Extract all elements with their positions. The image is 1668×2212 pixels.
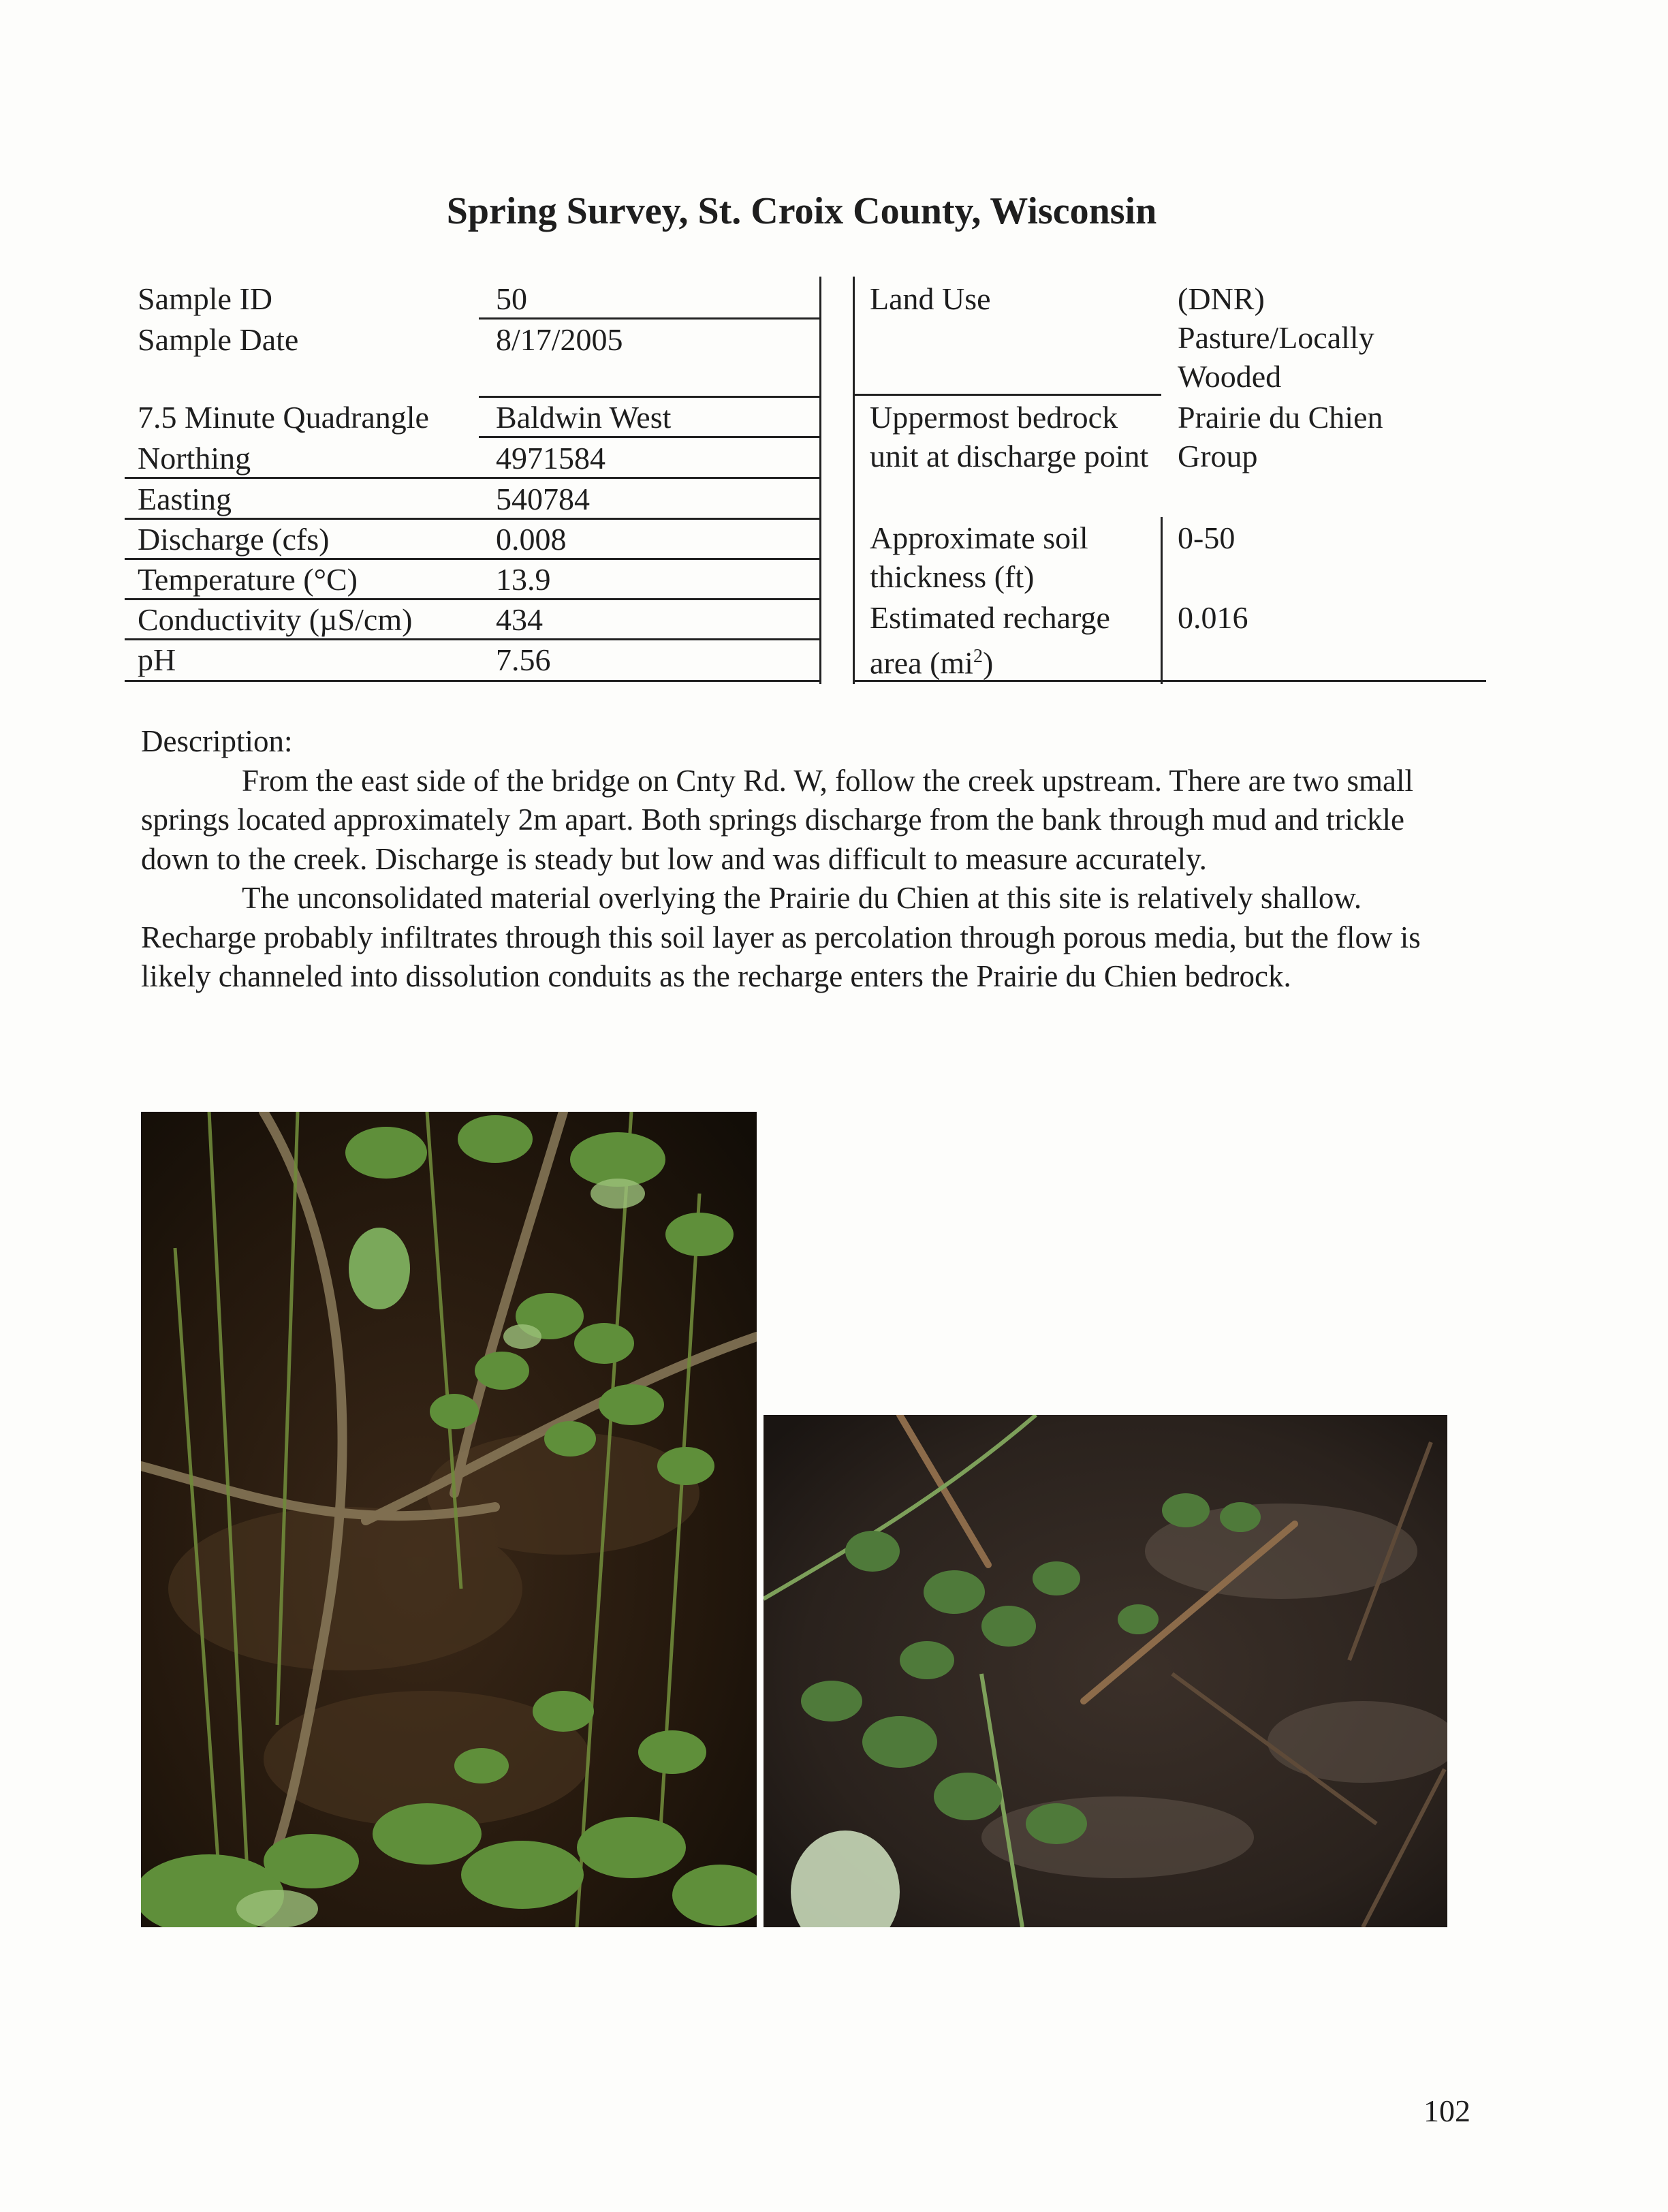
northing-value: 4971584 — [496, 441, 605, 476]
recharge-label-text: Estimated recharge area (mi — [870, 600, 1110, 681]
spring-site-photo-left — [141, 1112, 757, 1927]
page-title: Spring Survey, St. Croix County, Wisconsin — [446, 190, 1157, 232]
recharge-label-close: ) — [982, 645, 994, 681]
sample-id-value: 50 — [496, 281, 527, 316]
row-rule — [479, 436, 819, 438]
description-paragraph: From the east side of the bridge on Cnty Rd. W, follow the creek upstream. There are two small springs located approximately 2m apart. Both springs discharge from the bank through mud and trickle down to the creek. Discharge is steady but low and was difficult to measure accurately. — [141, 763, 1414, 876]
row-rule — [125, 638, 819, 640]
description-heading: Description: — [141, 724, 293, 758]
table-divider — [819, 277, 821, 684]
site-data-table — [125, 277, 821, 684]
recharge-area-value: 0.016 — [1178, 600, 1248, 635]
row-rule — [479, 396, 819, 398]
row-rule — [125, 518, 819, 520]
recharge-label-superscript: 2 — [973, 646, 983, 667]
soil-thickness-label: Approximate soil thickness (ft) — [870, 520, 1088, 594]
ph-value: 7.56 — [496, 642, 551, 677]
sample-date-label: Sample Date — [138, 322, 299, 357]
northing-label: Northing — [138, 441, 251, 476]
quadrangle-value: Baldwin West — [496, 400, 672, 435]
row-rule — [125, 477, 819, 479]
sample-date-value: 8/17/2005 — [496, 322, 623, 357]
row-rule — [125, 558, 819, 560]
discharge-value: 0.008 — [496, 522, 567, 557]
table-divider — [853, 277, 855, 684]
row-rule — [125, 680, 819, 682]
discharge-label: Discharge (cfs) — [138, 522, 330, 557]
ph-label: pH — [138, 642, 176, 677]
row-rule — [853, 680, 1486, 682]
conductivity-value: 434 — [496, 602, 543, 637]
geology-table — [853, 277, 1486, 684]
recharge-area-label — [870, 598, 1149, 682]
easting-label: Easting — [138, 482, 232, 516]
description-paragraph: The unconsolidated material overlying the Prairie du Chien at this site is relatively shallow. Recharge probably infiltrates through this soil layer as percolation through porous media, but the flow is likely channeled into dissolution conduits as the recharge enters the Prairie du Chien bedrock. — [141, 881, 1421, 993]
land-use-value: (DNR) Pasture/Locally Wooded — [1178, 281, 1374, 394]
description — [141, 722, 1476, 997]
row-rule — [125, 598, 819, 600]
soil-thickness-value: 0-50 — [1178, 520, 1236, 555]
easting-value: 540784 — [496, 482, 590, 516]
bedrock-label: Uppermost bedrock unit at discharge point — [870, 400, 1149, 473]
conductivity-label: Conductivity (µS/cm) — [138, 602, 413, 637]
quadrangle-label: 7.5 Minute Quadrangle — [138, 400, 429, 435]
page-number: 102 — [1423, 2093, 1470, 2128]
land-use-label: Land Use — [870, 281, 991, 316]
sample-id-label: Sample ID — [138, 281, 273, 316]
row-rule — [853, 394, 1161, 396]
temperature-value: 13.9 — [496, 562, 551, 597]
row-rule — [479, 317, 819, 320]
spring-site-photo-right — [764, 1415, 1447, 1927]
temperature-label: Temperature (°C) — [138, 562, 358, 597]
column-divider — [1161, 517, 1163, 684]
bedrock-value: Prairie du Chien Group — [1178, 400, 1383, 473]
